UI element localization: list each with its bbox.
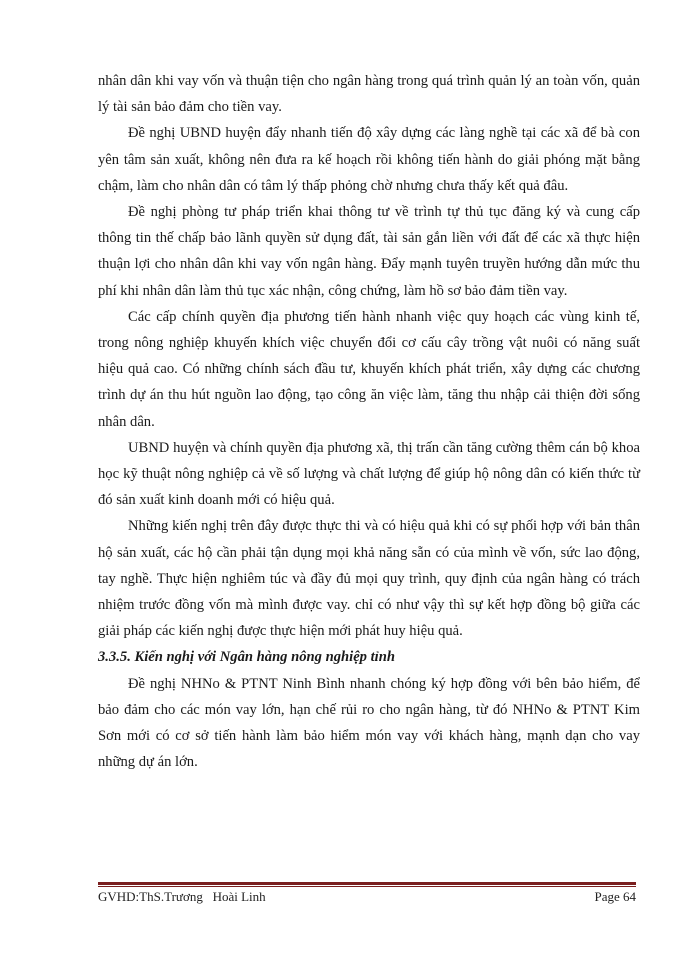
paragraph-coordination: Những kiến nghị trên đây được thực thi và có hiệu quả khi có sự phối hợp với bản thân hộ sản xuất, các hộ cần phải tận dụng mọi khả năng sẵn có của mình về vốn, sức lao động, tay nghề. Thực hiện nghiêm túc và đầy đủ mọi quy trình, quy định của ngân hàng có trách nhiệm trước đồng vốn mà mình được vay. chỉ có như vậy thì sự kết hợp đồng bộ giữa các giải pháp các kiến nghị được thực hiện mới phát huy hiệu quả. <box>98 518 640 640</box>
section-heading: 3.3.5. Kiến nghị với Ngân hàng nông nghiệp tỉnh <box>98 649 395 666</box>
footer-divider <box>98 882 636 888</box>
paragraph-continuation: nhân dân khi vay vốn và thuận tiện cho ngân hàng trong quá trình quản lý an toàn vốn, quản lý tài sản bảo đảm cho tiền vay. <box>98 73 640 116</box>
footer-divider-thick <box>98 882 636 885</box>
paragraph-district-craft-villages: Đề nghị UBND huyện đẩy nhanh tiến độ xây dựng các làng nghề tại các xã để bà con yên tâm sản xuất, không nên đưa ra kế hoạch rồi không tiến hành do giải phóng mặt bằng chậm, làm cho nhân dân có tâm lý thấp phỏng chờ nhưng chưa thấy kết quả đâu. <box>98 125 640 194</box>
paragraph-provincial-bank: Đề nghị NHNo & PTNT Ninh Bình nhanh chóng ký hợp đồng với bên bảo hiểm, để bảo đảm cho các món vay lớn, hạn chế rủi ro cho ngân hàng, từ đó NHNo & PTNT Kim Sơn mới có cơ sở tiến hành làm bảo hiểm món vay với khách hàng, mạnh dạn cho vay những dự án lớn. <box>98 675 640 771</box>
paragraph-agricultural-staff: UBND huyện và chính quyền địa phương xã, thị trấn cần tăng cường thêm cán bộ khoa học kỹ thuật nông nghiệp cả về số lượng và chất lượng để giúp hộ nông dân có kiến thức từ đó sản xuất kinh doanh mới có hiệu quả. <box>98 439 640 509</box>
footer-supervisor: GVHD:ThS.Trương Hoài Linh <box>98 889 266 904</box>
paragraph-local-authorities: Các cấp chính quyền địa phương tiến hành nhanh việc quy hoạch các vùng kinh tế, trong nông nghiệp khuyến khích việc chuyển đổi cơ cấu cây trồng vật nuôi có năng suất hiệu quả cao. Có những chính sách đầu tư, khuyến khích phát triển, xây dựng các chương trình dự án thu hút nguồn lao động, tạo công ăn việc làm, tăng thu nhập cải thiện đời sống nhân dân. <box>98 308 640 430</box>
paragraph-justice-office: Đề nghị phòng tư pháp triển khai thông tư về trình tự thủ tục đăng ký và cung cấp thông tin thế chấp bảo lãnh quyền sử dụng đất, tài sản gắn liền với đất để các xã thực hiện thuận lợi cho nhân dân khi vay vốn ngân hàng. Đẩy mạnh tuyên truyền hướng dẫn mức thu phí khi nhân dân làm thủ tục xác nhận, công chứng, làm hồ sơ bảo đảm tiền vay. <box>98 204 640 299</box>
page-number: Page 64 <box>594 889 636 904</box>
footer-divider-thin <box>98 886 636 887</box>
page-body <box>98 68 640 775</box>
